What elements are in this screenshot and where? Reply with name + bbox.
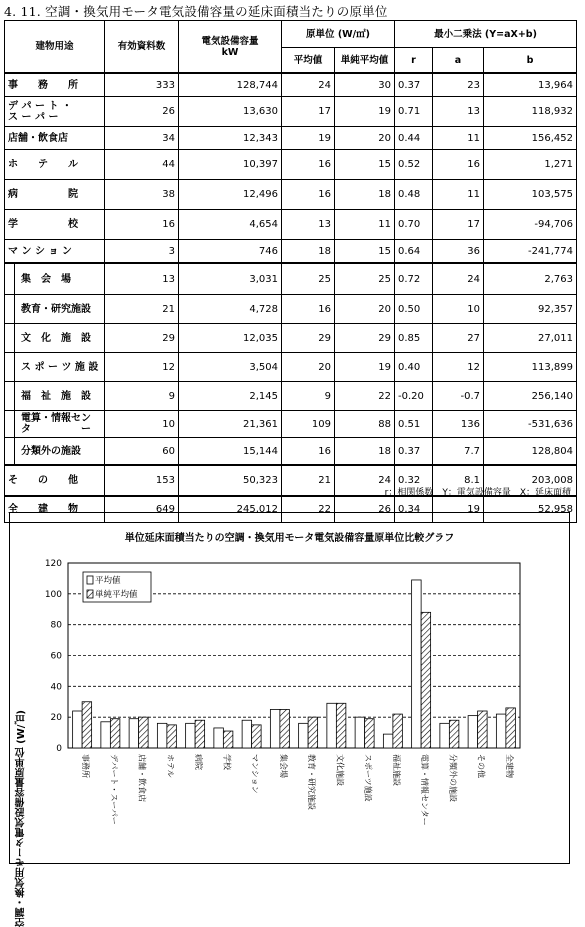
x-tick-label: 電算・情報センター bbox=[420, 754, 430, 826]
cell-cap: 3,504 bbox=[179, 353, 282, 382]
bar-simple-avg bbox=[252, 725, 262, 748]
cell-cap: 2,145 bbox=[179, 382, 282, 411]
cell-avg: 17 bbox=[282, 97, 335, 127]
cell-r: 0.44 bbox=[395, 127, 433, 150]
bar-avg bbox=[129, 719, 139, 748]
cell-a: 27 bbox=[433, 324, 484, 353]
cell-count: 38 bbox=[105, 180, 179, 210]
x-tick-label: 文化施設 bbox=[335, 754, 345, 786]
x-tick-label: ホテル bbox=[165, 754, 175, 778]
x-tick-label: マンション bbox=[250, 754, 260, 794]
cell-r: 0.37 bbox=[395, 73, 433, 97]
cell-a: 36 bbox=[433, 240, 484, 264]
y-tick-label: 60 bbox=[50, 651, 62, 662]
cell-b: 256,140 bbox=[484, 382, 577, 411]
x-tick-label: 教育・研究施設 bbox=[307, 754, 317, 810]
cell-b: 203,008 bbox=[484, 465, 577, 496]
row-name: そ の 他 bbox=[5, 465, 105, 496]
cell-b: 13,964 bbox=[484, 73, 577, 97]
cell-cap: 12,496 bbox=[179, 180, 282, 210]
bar-avg bbox=[412, 580, 422, 748]
page-title: 4. 11. 空調・換気用モータ電気設備容量の延床面積当たりの原単位 bbox=[4, 4, 388, 19]
cell-savg: 25 bbox=[335, 263, 395, 295]
chart-title: 単位延床面積当たりの空調・換気用モータ電気設備容量原単位比較グラフ bbox=[124, 533, 455, 544]
header-avg: 平均値 bbox=[282, 48, 335, 74]
x-tick-label: デパート・スーパー bbox=[109, 754, 119, 825]
y-tick-label: 20 bbox=[50, 713, 62, 724]
bar-avg bbox=[327, 703, 337, 748]
cell-savg: 19 bbox=[335, 353, 395, 382]
cell-count: 44 bbox=[105, 150, 179, 180]
cell-cap: 245,012 bbox=[179, 496, 282, 523]
header-capacity: 電気設備容量 kW bbox=[179, 21, 282, 74]
y-tick-label: 40 bbox=[50, 682, 62, 693]
cell-a: 11 bbox=[433, 180, 484, 210]
cell-savg: 88 bbox=[335, 411, 395, 438]
cell-count: 3 bbox=[105, 240, 179, 264]
cell-b: 92,357 bbox=[484, 295, 577, 324]
bar-avg bbox=[299, 723, 309, 748]
legend-label: 単純平均値 bbox=[95, 590, 138, 600]
cell-cap: 12,035 bbox=[179, 324, 282, 353]
header-count: 有効資料数 bbox=[105, 21, 179, 74]
cell-cap: 21,361 bbox=[179, 411, 282, 438]
legend-swatch bbox=[87, 590, 93, 598]
cell-avg: 29 bbox=[282, 324, 335, 353]
x-tick-label: 全建物 bbox=[504, 754, 514, 778]
cell-b: 52,958 bbox=[484, 496, 577, 523]
x-tick-label: 病院 bbox=[194, 754, 204, 770]
x-tick-label: その他 bbox=[476, 754, 486, 778]
bar-simple-avg bbox=[82, 702, 92, 748]
cell-cap: 13,630 bbox=[179, 97, 282, 127]
row-name: 福 祉 施 設 bbox=[5, 382, 105, 411]
bar-simple-avg bbox=[223, 731, 233, 748]
cell-count: 34 bbox=[105, 127, 179, 150]
bar-simple-avg bbox=[336, 703, 346, 748]
cell-r: -0.20 bbox=[395, 382, 433, 411]
cell-b: 2,763 bbox=[484, 263, 577, 295]
row-name: 学 校 bbox=[5, 210, 105, 240]
cell-savg: 18 bbox=[335, 438, 395, 466]
cell-r: 0.37 bbox=[395, 438, 433, 466]
cell-a: 8.1 bbox=[433, 465, 484, 496]
bar-avg bbox=[496, 714, 506, 748]
cell-a: 12 bbox=[433, 353, 484, 382]
cell-count: 13 bbox=[105, 263, 179, 295]
cell-b: 113,899 bbox=[484, 353, 577, 382]
cell-avg: 109 bbox=[282, 411, 335, 438]
chart-y-axis-label: 空調・換気用モータ電気設備容量原単位 (W/㎡) bbox=[16, 710, 27, 927]
cell-a: 7.7 bbox=[433, 438, 484, 466]
y-tick-label: 80 bbox=[50, 620, 62, 631]
cell-a: 17 bbox=[433, 210, 484, 240]
bar-avg bbox=[355, 717, 365, 748]
cell-avg: 25 bbox=[282, 263, 335, 295]
y-tick-label: 100 bbox=[44, 589, 62, 600]
cell-b: 1,271 bbox=[484, 150, 577, 180]
row-name: 集 会 場 bbox=[5, 263, 105, 295]
cell-b: 156,452 bbox=[484, 127, 577, 150]
cell-avg: 18 bbox=[282, 240, 335, 264]
header-r: r bbox=[395, 48, 433, 74]
cell-r: 0.51 bbox=[395, 411, 433, 438]
header-unit-group: 原単位 (W/㎡) bbox=[282, 21, 395, 48]
group-bracket bbox=[14, 263, 15, 465]
cell-savg: 30 bbox=[335, 73, 395, 97]
cell-r: 0.72 bbox=[395, 263, 433, 295]
cell-avg: 22 bbox=[282, 496, 335, 523]
cell-count: 9 bbox=[105, 382, 179, 411]
header-b: b bbox=[484, 48, 577, 74]
cell-cap: 4,728 bbox=[179, 295, 282, 324]
bar-simple-avg bbox=[449, 720, 459, 748]
cell-avg: 16 bbox=[282, 180, 335, 210]
cell-savg: 19 bbox=[335, 97, 395, 127]
bar-avg bbox=[383, 734, 393, 748]
cell-a: -0.7 bbox=[433, 382, 484, 411]
cell-b: 128,804 bbox=[484, 438, 577, 466]
cell-savg: 22 bbox=[335, 382, 395, 411]
x-tick-label: 分類外の施設 bbox=[448, 754, 458, 802]
cell-savg: 18 bbox=[335, 180, 395, 210]
x-tick-label: 店舗・飲食店 bbox=[137, 754, 147, 802]
cell-avg: 20 bbox=[282, 353, 335, 382]
bar-simple-avg bbox=[139, 717, 149, 748]
cell-count: 649 bbox=[105, 496, 179, 523]
cell-savg: 20 bbox=[335, 127, 395, 150]
bar-simple-avg bbox=[393, 714, 403, 748]
x-tick-label: 学校 bbox=[222, 754, 232, 770]
legend-label: 平均値 bbox=[95, 576, 121, 586]
cell-a: 24 bbox=[433, 263, 484, 295]
cell-count: 60 bbox=[105, 438, 179, 466]
cell-r: 0.48 bbox=[395, 180, 433, 210]
cell-a: 23 bbox=[433, 73, 484, 97]
cell-r: 0.85 bbox=[395, 324, 433, 353]
cell-savg: 11 bbox=[335, 210, 395, 240]
row-name: 電算・情報セン タ ー bbox=[5, 411, 105, 438]
row-name: 事 務 所 bbox=[5, 73, 105, 97]
cell-r: 0.34 bbox=[395, 496, 433, 523]
bar-simple-avg bbox=[421, 612, 431, 748]
row-name: ス ポ ー ツ 施 設 bbox=[5, 353, 105, 382]
cell-count: 10 bbox=[105, 411, 179, 438]
cell-cap: 128,744 bbox=[179, 73, 282, 97]
bar-avg bbox=[157, 723, 167, 748]
cell-b: -94,706 bbox=[484, 210, 577, 240]
bar-simple-avg bbox=[280, 709, 290, 748]
bar-avg bbox=[186, 723, 196, 748]
x-tick-label: 福祉施設 bbox=[391, 754, 401, 786]
cell-r: 0.32 bbox=[395, 465, 433, 496]
cell-cap: 50,323 bbox=[179, 465, 282, 496]
cell-avg: 16 bbox=[282, 150, 335, 180]
cell-r: 0.64 bbox=[395, 240, 433, 264]
table-note: r：相関係数 Y：電気設備容量 X：延床面積 bbox=[384, 488, 571, 498]
cell-savg: 26 bbox=[335, 496, 395, 523]
cell-count: 26 bbox=[105, 97, 179, 127]
cell-avg: 21 bbox=[282, 465, 335, 496]
cell-b: 103,575 bbox=[484, 180, 577, 210]
header-use: 建物用途 bbox=[5, 21, 105, 74]
cell-b: 118,932 bbox=[484, 97, 577, 127]
bar-simple-avg bbox=[195, 720, 205, 748]
cell-a: 13 bbox=[433, 97, 484, 127]
cell-cap: 10,397 bbox=[179, 150, 282, 180]
cell-count: 21 bbox=[105, 295, 179, 324]
cell-count: 16 bbox=[105, 210, 179, 240]
cell-savg: 15 bbox=[335, 240, 395, 264]
cell-b: -531,636 bbox=[484, 411, 577, 438]
cell-r: 0.70 bbox=[395, 210, 433, 240]
row-name: 分類外の施設 bbox=[5, 438, 105, 466]
y-tick-label: 120 bbox=[44, 559, 62, 569]
cell-cap: 12,343 bbox=[179, 127, 282, 150]
cell-savg: 29 bbox=[335, 324, 395, 353]
cell-savg: 24 bbox=[335, 465, 395, 496]
cell-avg: 19 bbox=[282, 127, 335, 150]
cell-savg: 15 bbox=[335, 150, 395, 180]
cell-savg: 20 bbox=[335, 295, 395, 324]
bar-simple-avg bbox=[110, 719, 120, 748]
cell-a: 136 bbox=[433, 411, 484, 438]
cell-avg: 24 bbox=[282, 73, 335, 97]
bar-simple-avg bbox=[167, 725, 177, 748]
cell-a: 16 bbox=[433, 150, 484, 180]
cell-r: 0.71 bbox=[395, 97, 433, 127]
x-tick-label: スポーツ施設 bbox=[363, 754, 373, 802]
cell-count: 29 bbox=[105, 324, 179, 353]
cell-cap: 746 bbox=[179, 240, 282, 264]
row-name: 教育・研究施設 bbox=[5, 295, 105, 324]
x-tick-label: 集会場 bbox=[278, 754, 288, 778]
cell-cap: 15,144 bbox=[179, 438, 282, 466]
cell-cap: 3,031 bbox=[179, 263, 282, 295]
bar-avg bbox=[214, 728, 224, 748]
bar-avg bbox=[242, 720, 252, 748]
cell-count: 153 bbox=[105, 465, 179, 496]
bar-simple-avg bbox=[478, 711, 488, 748]
header-a: a bbox=[433, 48, 484, 74]
cell-cap: 4,654 bbox=[179, 210, 282, 240]
y-tick-label: 0 bbox=[56, 744, 62, 754]
cell-r: 0.40 bbox=[395, 353, 433, 382]
bar-avg bbox=[440, 723, 450, 748]
cell-avg: 16 bbox=[282, 295, 335, 324]
cell-b: 27,011 bbox=[484, 324, 577, 353]
cell-b: -241,774 bbox=[484, 240, 577, 264]
bar-avg bbox=[468, 716, 478, 748]
cell-a: 19 bbox=[433, 496, 484, 523]
header-simple-avg: 単純平均値 bbox=[335, 48, 395, 74]
row-name: 店舗・飲食店 bbox=[5, 127, 105, 150]
bar-simple-avg bbox=[365, 719, 375, 748]
x-tick-label: 事務所 bbox=[81, 754, 91, 778]
cell-avg: 9 bbox=[282, 382, 335, 411]
header-ls-group: 最小二乗法 (Y=aX+b) bbox=[395, 21, 577, 48]
row-name: デ パ ー ト ・ ス ー パ ー bbox=[5, 97, 105, 127]
bar-avg bbox=[101, 722, 111, 748]
row-name: 全 建 物 bbox=[5, 496, 105, 523]
cell-avg: 13 bbox=[282, 210, 335, 240]
cell-a: 11 bbox=[433, 127, 484, 150]
row-name: ホ テ ル bbox=[5, 150, 105, 180]
cell-count: 333 bbox=[105, 73, 179, 97]
bar-simple-avg bbox=[308, 717, 318, 748]
row-name: 病 院 bbox=[5, 180, 105, 210]
bar-avg bbox=[73, 711, 83, 748]
row-name: マ ン シ ョ ン bbox=[5, 240, 105, 264]
bar-avg bbox=[270, 709, 280, 748]
bar-simple-avg bbox=[506, 708, 516, 748]
row-name: 文 化 施 設 bbox=[5, 324, 105, 353]
cell-count: 12 bbox=[105, 353, 179, 382]
cell-a: 10 bbox=[433, 295, 484, 324]
cell-r: 0.50 bbox=[395, 295, 433, 324]
cell-r: 0.52 bbox=[395, 150, 433, 180]
cell-avg: 16 bbox=[282, 438, 335, 466]
legend-swatch bbox=[87, 576, 93, 584]
